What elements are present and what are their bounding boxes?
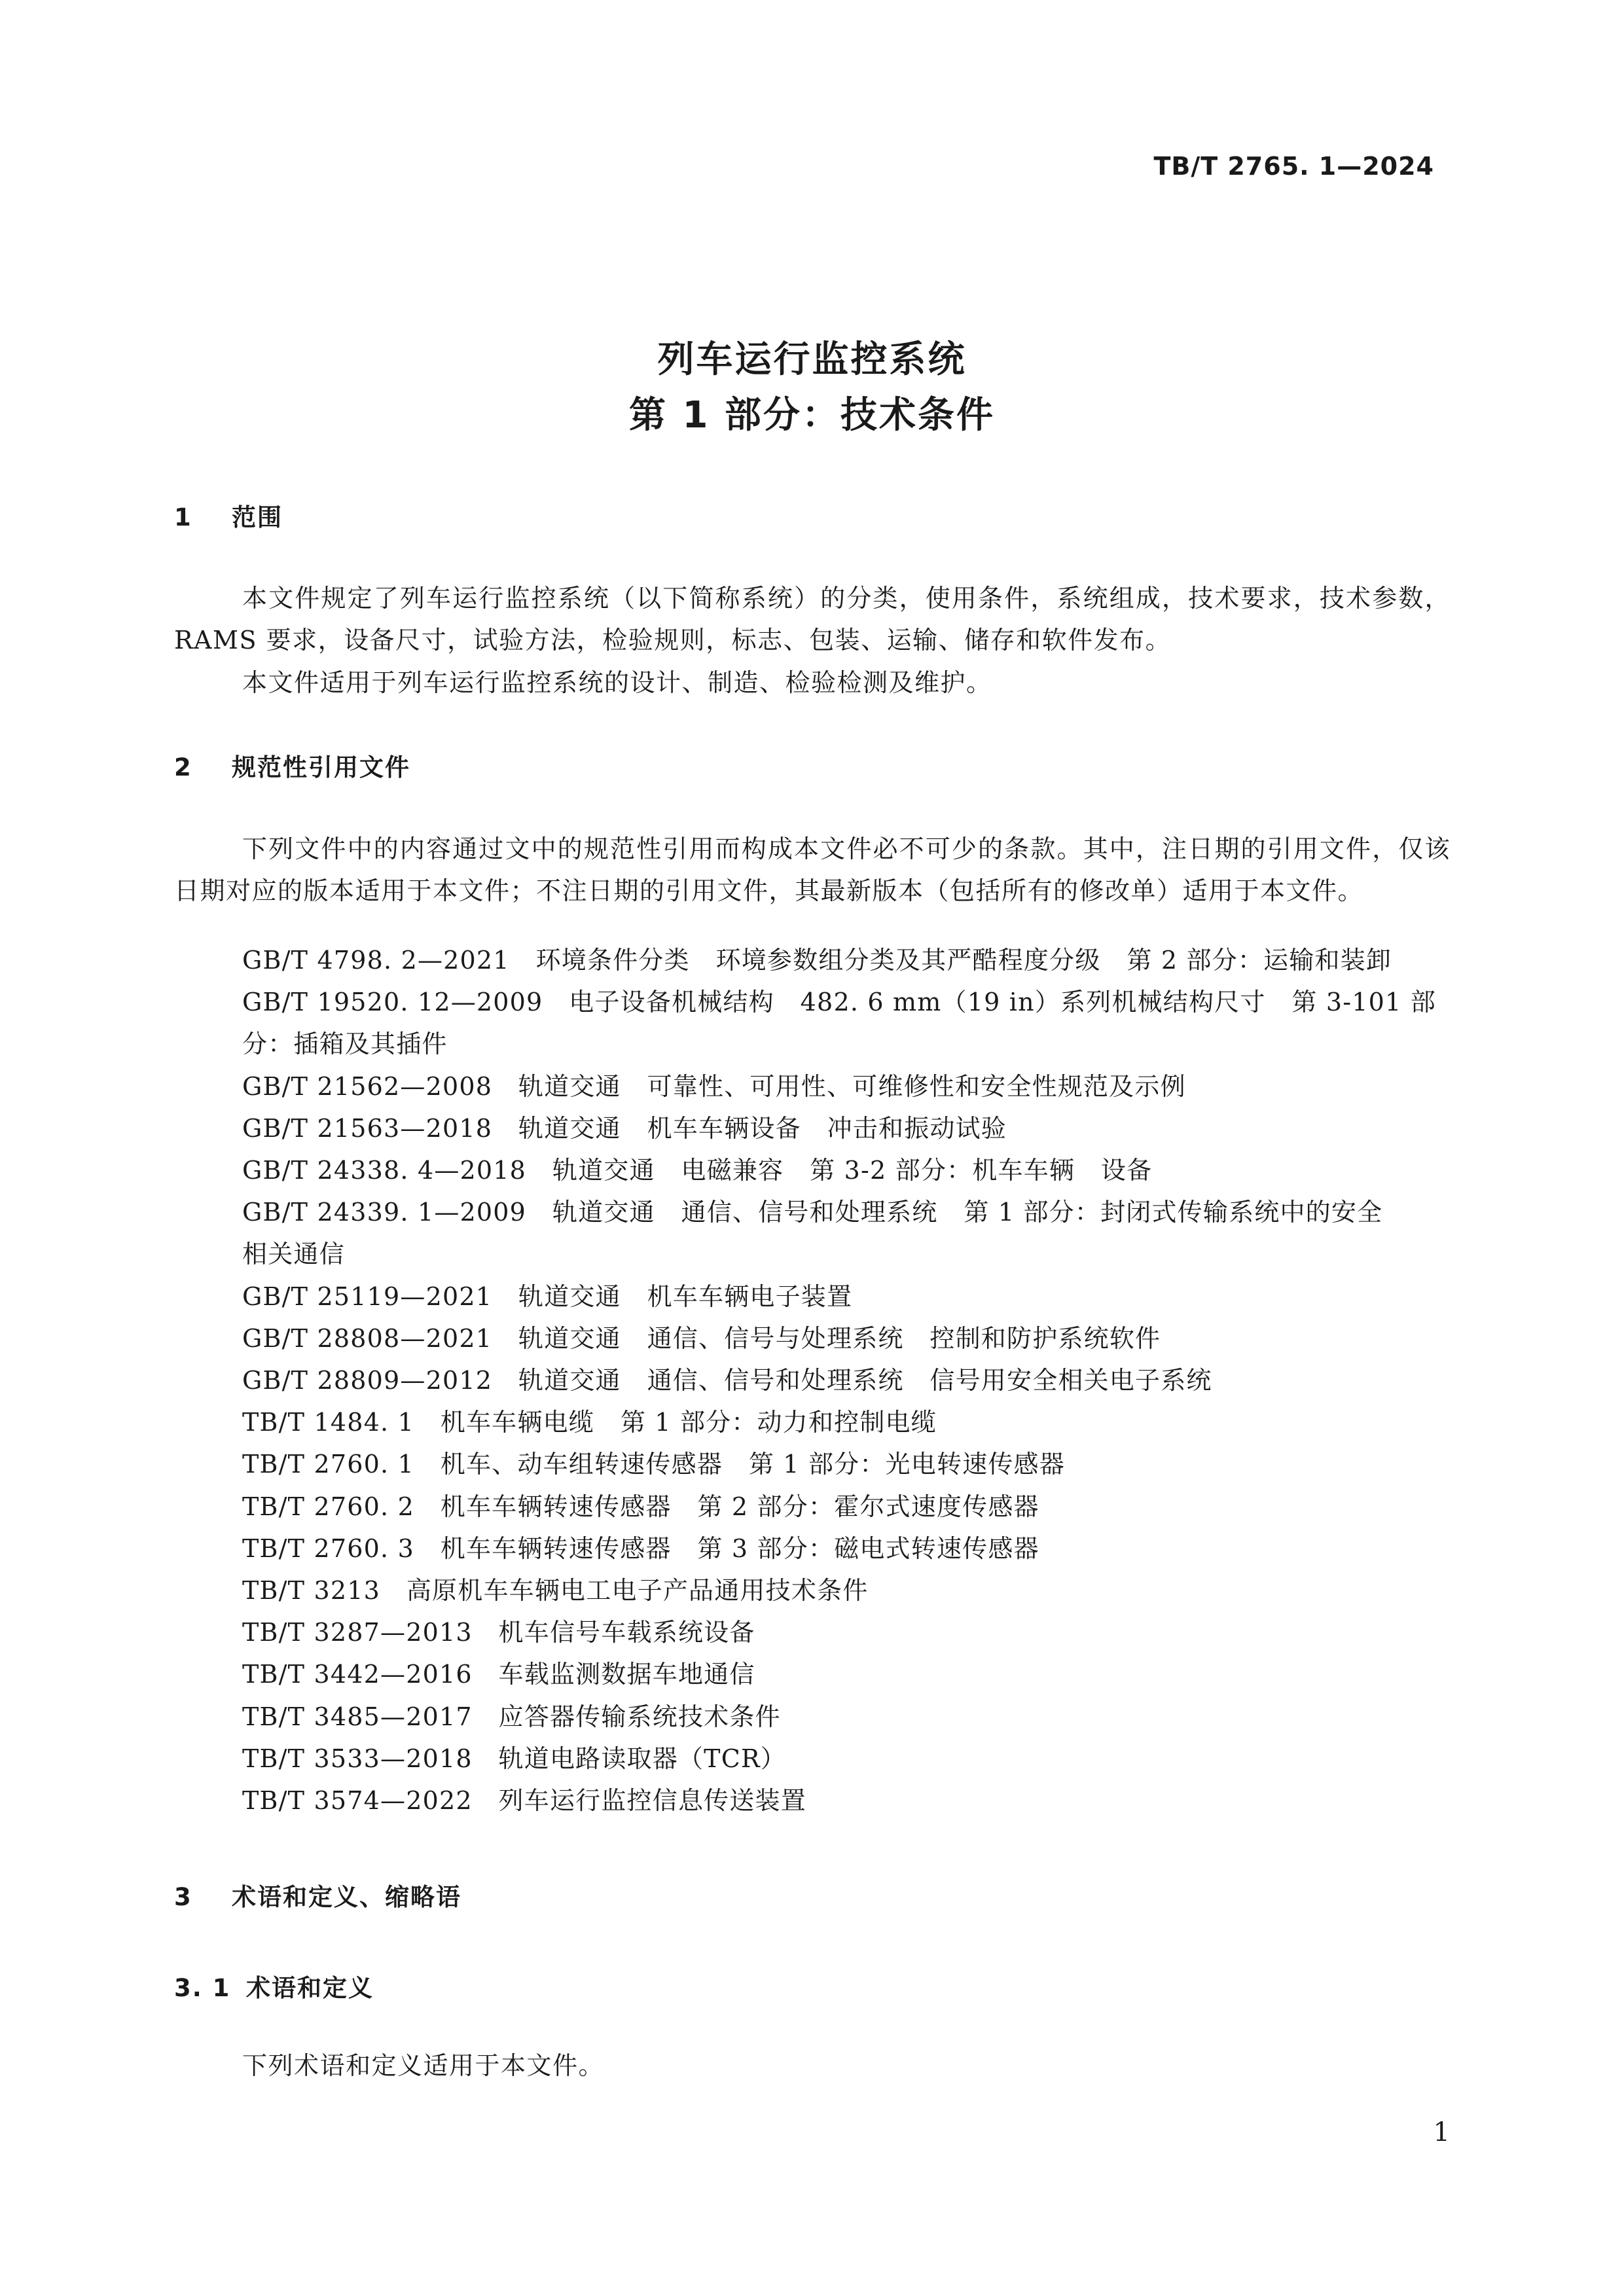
reference-item: GB/T 24339. 1—2009 轨道交通 通信、信号和处理系统 第 1 部分：封闭式传输系统中的安全 (242, 1198, 1383, 1227)
reference-item: GB/T 28809—2012 轨道交通 通信、信号和处理系统 信号用安全相关电子系统 (242, 1366, 1212, 1395)
page-number: 1 (1433, 2117, 1450, 2147)
section-number: 3. 1 (174, 1974, 231, 2002)
reference-item: TB/T 2760. 3 机车车辆转速传感器 第 3 部分：磁电式转速传感器 (242, 1534, 1039, 1563)
reference-item: TB/T 3533—2018 轨道电路读取器（TCR） (242, 1744, 786, 1773)
reference-item: GB/T 21562—2008 轨道交通 可靠性、可用性、可维修性和安全性规范及示例 (242, 1071, 1186, 1101)
section-2-intro: 下列文件中的内容通过文中的规范性引用而构成本文件必不可少的条款。其中，注日期的引用文件，仅该日期对应的版本适用于本文件；不注日期的引用文件，其最新版本（包括所有的修改单）适用于本文件。 (174, 834, 1451, 905)
reference-item: GB/T 28808—2021 轨道交通 通信、信号与处理系统 控制和防护系统软件 (242, 1323, 1161, 1353)
reference-item: GB/T 4798. 2—2021 环境条件分类 环境参数组分类及其严酷程度分级 第 2 部分：运输和装卸 (242, 946, 1392, 975)
standard-number: TB/T 2765. 1—2024 (1153, 152, 1434, 181)
section-1-heading (174, 497, 283, 533)
section-3-heading (174, 1877, 461, 1912)
reference-item: GB/T 21563—2018 轨道交通 机车车辆设备 冲击和振动试验 (242, 1113, 1007, 1143)
reference-item: TB/T 2760. 1 机车、动车组转速传感器 第 1 部分：光电转速传感器 (242, 1450, 1065, 1479)
section-2-heading (174, 747, 410, 783)
normative-references-list (174, 939, 1451, 1821)
section-title: 范围 (232, 503, 283, 531)
section-number: 2 (174, 753, 192, 781)
section-1-paragraph-2: 本文件适用于列车运行监控系统的设计、制造、检验检测及维护。 (242, 668, 992, 697)
reference-item: TB/T 3442—2016 车载监测数据车地通信 (242, 1660, 755, 1689)
reference-item: GB/T 25119—2021 轨道交通 机车车辆电子装置 (242, 1282, 853, 1311)
document-title-line2: 第 1 部分：技术条件 (629, 394, 995, 437)
reference-item: TB/T 1484. 1 机车车辆电缆 第 1 部分：动力和控制电缆 (242, 1408, 937, 1437)
section-number: 3 (174, 1883, 192, 1911)
reference-item: TB/T 3213 高原机车车辆电工电子产品通用技术条件 (242, 1576, 869, 1605)
section-3-1-heading (174, 1968, 374, 2003)
reference-item: TB/T 3287—2013 机车信号车载系统设备 (242, 1618, 755, 1647)
document-title-line1: 列车运行监控系统 (657, 338, 967, 381)
section-title: 术语和定义、缩略语 (232, 1883, 461, 1911)
reference-item: TB/T 3574—2022 列车运行监控信息传送装置 (242, 1786, 806, 1816)
reference-item: GB/T 19520. 12—2009 电子设备机械结构 482. 6 mm（19 in）系列机械结构尺寸 第 3-101 部 (242, 988, 1436, 1017)
section-title: 术语和定义 (246, 1974, 374, 2002)
reference-item: TB/T 3485—2017 应答器传输系统技术条件 (242, 1702, 781, 1731)
section-3-1-paragraph: 下列术语和定义适用于本文件。 (242, 2051, 605, 2080)
reference-item: TB/T 2760. 2 机车车辆转速传感器 第 2 部分：霍尔式速度传感器 (242, 1492, 1039, 1521)
reference-item-continuation: 分：插箱及其插件 (242, 1030, 448, 1059)
reference-item-continuation: 相关通信 (242, 1240, 345, 1269)
section-1-paragraph-1: 本文件规定了列车运行监控系统（以下简称系统）的分类，使用条件，系统组成，技术要求，技术参数，RAMS 要求，设备尺寸，试验方法，检验规则，标志、包装、运输、储存和软件发布。 (174, 584, 1451, 655)
section-number: 1 (174, 503, 192, 531)
section-title: 规范性引用文件 (232, 753, 410, 781)
reference-item: GB/T 24338. 4—2018 轨道交通 电磁兼容 第 3-2 部分：机车车辆 设备 (242, 1156, 1153, 1185)
